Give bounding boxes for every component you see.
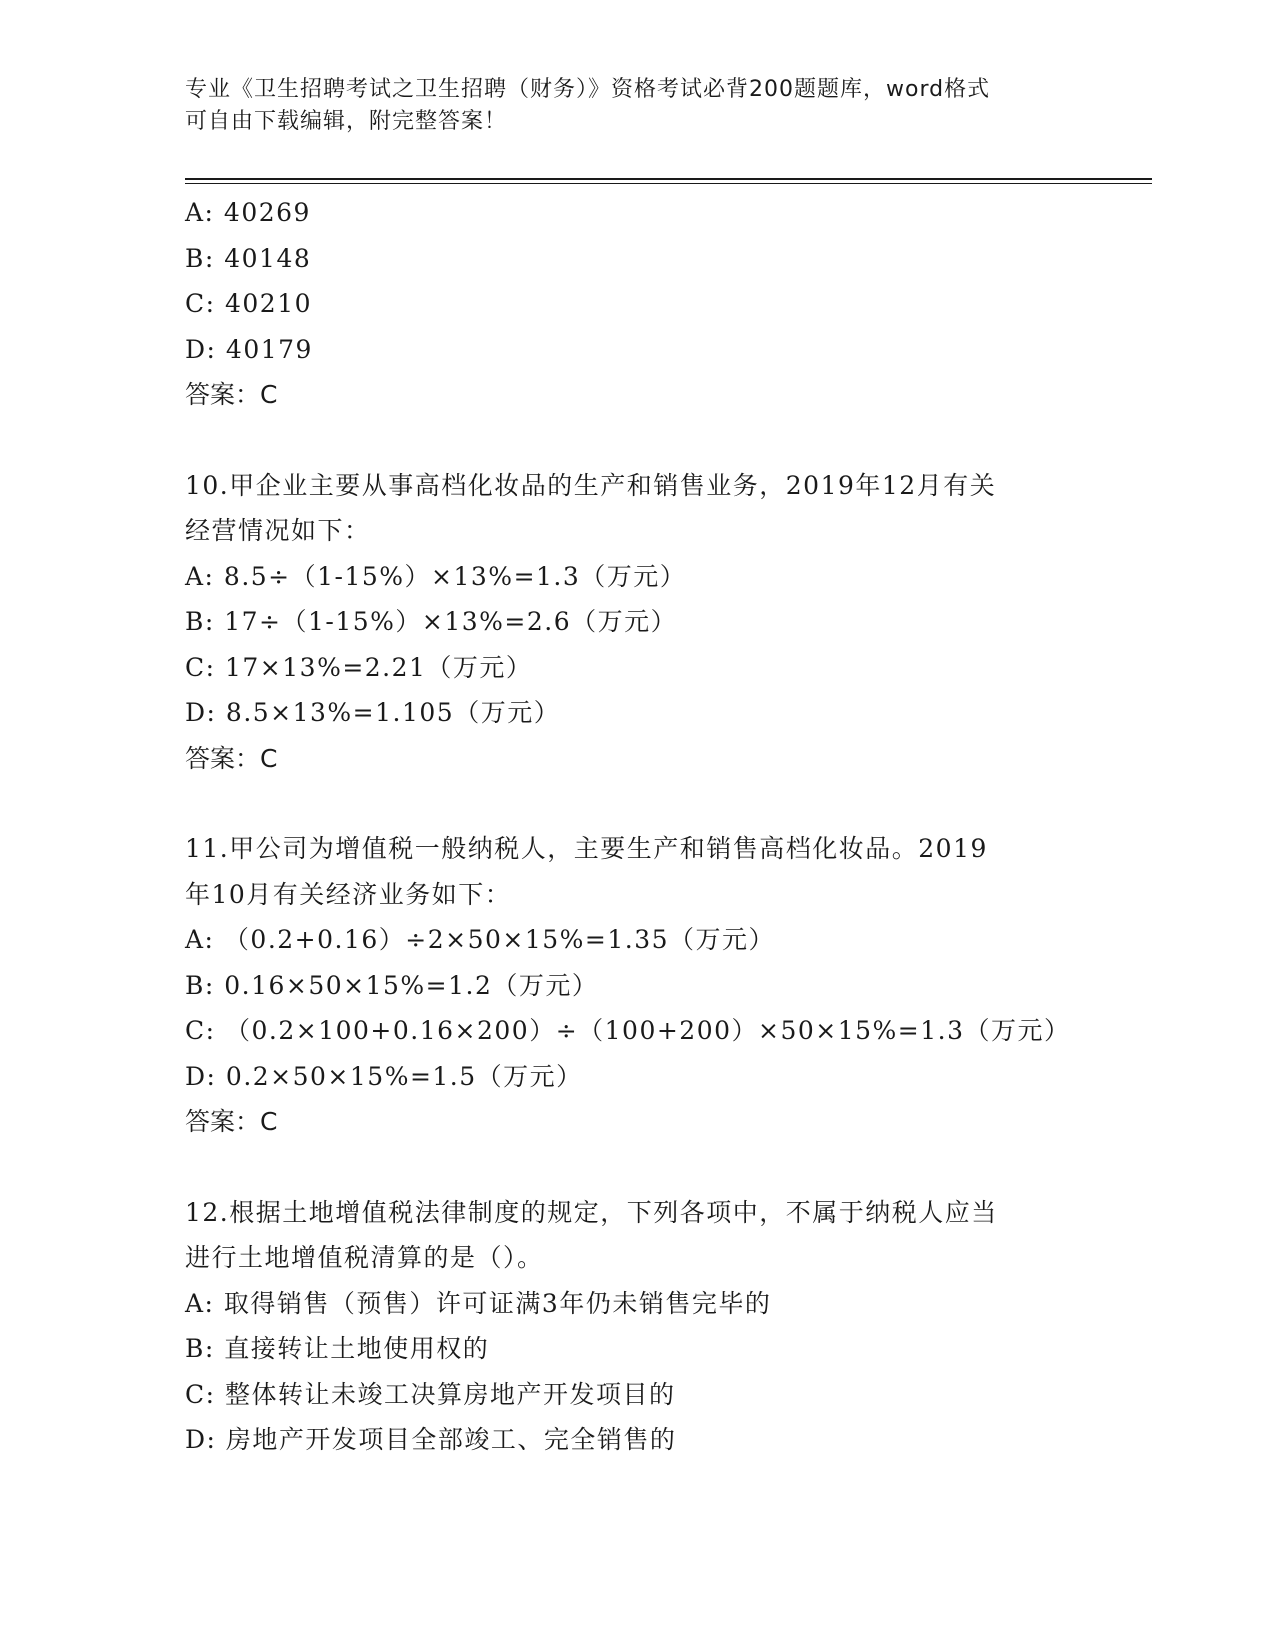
question-stem-line: 12.根据土地增值税法律制度的规定，下列各项中，不属于纳税人应当 (185, 1197, 998, 1227)
option-b: B: 直接转让土地使用权的 (185, 1334, 490, 1363)
option-b: B: 17÷（1-15%）×13%=2.6（万元） (185, 607, 678, 636)
option-b: B: 0.16×50×15%=1.2（万元） (185, 970, 599, 1000)
answer: 答案：C (185, 1107, 278, 1136)
answer: 答案：C (185, 743, 278, 773)
document-header (185, 74, 1065, 138)
question-10 (185, 463, 1145, 782)
question-list (185, 190, 1145, 1463)
question-stem-line: 经营情况如下： (185, 516, 371, 545)
question-stem-line: 进行土地增值税清算的是（）。 (185, 1243, 544, 1272)
option-b: B: 40148 (185, 243, 312, 273)
option-c: C: 40210 (185, 289, 313, 318)
header-line-2: 可自由下载编辑，附完整答案！ (185, 109, 508, 134)
question-stem-line: 年10月有关经济业务如下： (185, 879, 512, 909)
option-a: A: 取得销售（预售）许可证满3年仍未销售完毕的 (185, 1288, 772, 1318)
option-a: A: 8.5÷（1-15%）×13%=1.3（万元） (185, 561, 687, 591)
header-line-1: 专业《卫生招聘考试之卫生招聘（财务）》资格考试必背200题题库，word格式 (185, 77, 991, 102)
option-d: D: 40179 (185, 334, 313, 364)
question-9-partial (185, 190, 1145, 418)
question-11 (185, 826, 1145, 1145)
option-c: C: 17×13%=2.21（万元） (185, 652, 533, 682)
question-12 (185, 1190, 1145, 1463)
option-c: C: 整体转让未竣工决算房地产开发项目的 (185, 1379, 676, 1409)
answer: 答案：C (185, 380, 278, 409)
header-divider-thin (185, 183, 1152, 184)
option-d: D: 8.5×13%=1.105（万元） (185, 698, 561, 727)
option-d: D: 房地产开发项目全部竣工、完全销售的 (185, 1425, 677, 1454)
option-d: D: 0.2×50×15%=1.5（万元） (185, 1061, 583, 1091)
option-c: C: （0.2×100+0.16×200）÷（100+200）×50×15%=1.3（万元） (185, 1016, 1071, 1045)
header-divider (185, 178, 1152, 180)
question-stem-line: 10.甲企业主要从事高档化妆品的生产和销售业务，2019年12月有关 (185, 470, 997, 500)
question-stem-line: 11.甲公司为增值税一般纳税人，主要生产和销售高档化妆品。2019 (185, 834, 988, 863)
option-a: A: （0.2+0.16）÷2×50×15%=1.35（万元） (185, 925, 776, 954)
option-a: A: 40269 (185, 198, 311, 227)
